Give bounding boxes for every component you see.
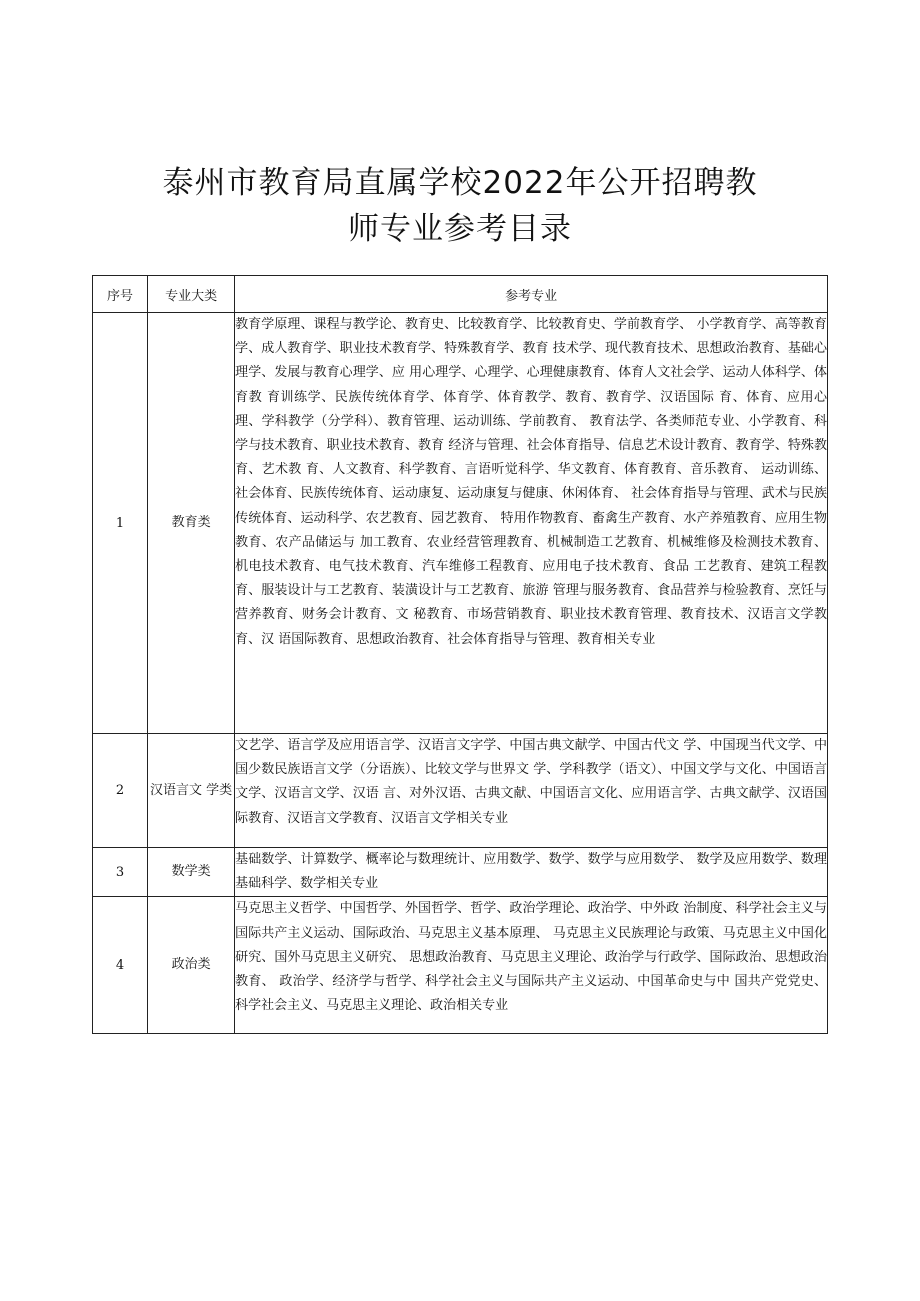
header-reference-majors: 参考专业 — [235, 276, 828, 313]
table-header-row — [93, 276, 828, 313]
table-row — [93, 897, 828, 1034]
row-reference-majors: 文艺学、语言学及应用语言学、汉语言文字学、中国古典文献学、中国古代文 学、中国现当代文学、中国少数民族语言文学（分语族）、比较文学与世界文 学、学科教学（语文）、中国文学与文化、中国语言文学、汉语言文学、汉语 言、对外汉语、古典文献、中国语言文化、应用语言学、古典文献学、汉语国 际教育、汉语言文学教育、汉语言文学相关专业 — [235, 734, 828, 848]
page-title — [0, 160, 920, 252]
header-major-category: 专业大类 — [148, 276, 235, 313]
row-reference-majors: 马克思主义哲学、中国哲学、外国哲学、哲学、政治学理论、政治学、中外政 治制度、科学社会主义与国际共产主义运动、国际政治、马克思主义基本原理、 马克思主义民族理论与政策、马克思主义中国化研究、国外马克思主义研究、 思想政治教育、马克思主义理论、政治学与行政学、国际政治、思想政治教育、 政治学、经济学与哲学、科学社会主义与国际共产主义运动、中国革命史与中 国共产党党史、科学社会主义、马克思主义理论、政治相关专业 — [235, 897, 828, 1034]
table-row — [93, 848, 828, 897]
row-category: 汉语言文 学类 — [148, 734, 235, 848]
table-row — [93, 734, 828, 848]
page-title-line-2: 师专业参考目录 — [348, 211, 572, 247]
table-row — [93, 313, 828, 734]
row-category: 数学类 — [148, 848, 235, 897]
header-serial-number: 序号 — [93, 276, 148, 313]
row-category: 政治类 — [148, 897, 235, 1034]
row-serial-number: 3 — [93, 848, 148, 897]
page-title-line-1: 泰州市教育局直属学校2022年公开招聘教 — [162, 165, 758, 201]
row-reference-majors: 基础数学、计算数学、概率论与数理统计、应用数学、数学、数学与应用数学、 数学及应用数学、数理基础科学、数学相关专业 — [235, 848, 828, 897]
row-serial-number: 1 — [93, 313, 148, 734]
row-serial-number: 2 — [93, 734, 148, 848]
major-reference-table — [92, 275, 828, 1034]
row-serial-number: 4 — [93, 897, 148, 1034]
row-reference-majors: 教育学原理、课程与教学论、教育史、比较教育学、比较教育史、学前教育学、 小学教育学、高等教育学、成人教育学、职业技术教育学、特殊教育学、教育 技术学、现代教育技术、思想政治教育、基础心理学、发展与教育心理学、应 用心理学、心理学、心理健康教育、体育人文社会学、运动人体科学、体育教 育训练学、民族传统体育学、体育学、体育教学、教育、教育学、汉语国际 育、体育、应用心理、学科教学（分学科）、教育管理、运动训练、学前教育、 教育法学、各类师范专业、小学教育、科学与技术教育、职业技术教育、教育 经济与管理、社会体育指导、信息艺术设计教育、教育学、特殊教育、艺术教 育、人文教育、科学教育、言语听觉科学、华文教育、体育教育、音乐教育、 运动训练、社会体育、民族传统体育、运动康复、运动康复与健康、休闲体育、 社会体育指导与管理、武术与民族传统体育、运动科学、农艺教育、园艺教育、 特用作物教育、畜禽生产教育、水产养殖教育、应用生物教育、农产品储运与 加工教育、农业经营管理教育、机械制造工艺教育、机械维修及检测技术教育、 机电技术教育、电气技术教育、汽车维修工程教育、应用电子技术教育、食品 工艺教育、建筑工程教育、服装设计与工艺教育、装潢设计与工艺教育、旅游 管理与服务教育、食品营养与检验教育、烹饪与营养教育、财务会计教育、文 秘教育、市场营销教育、职业技术教育管理、教育技术、汉语言文学教育、汉 语国际教育、思想政治教育、社会体育指导与管理、教育相关专业 — [235, 313, 828, 734]
row-category: 教育类 — [148, 313, 235, 734]
